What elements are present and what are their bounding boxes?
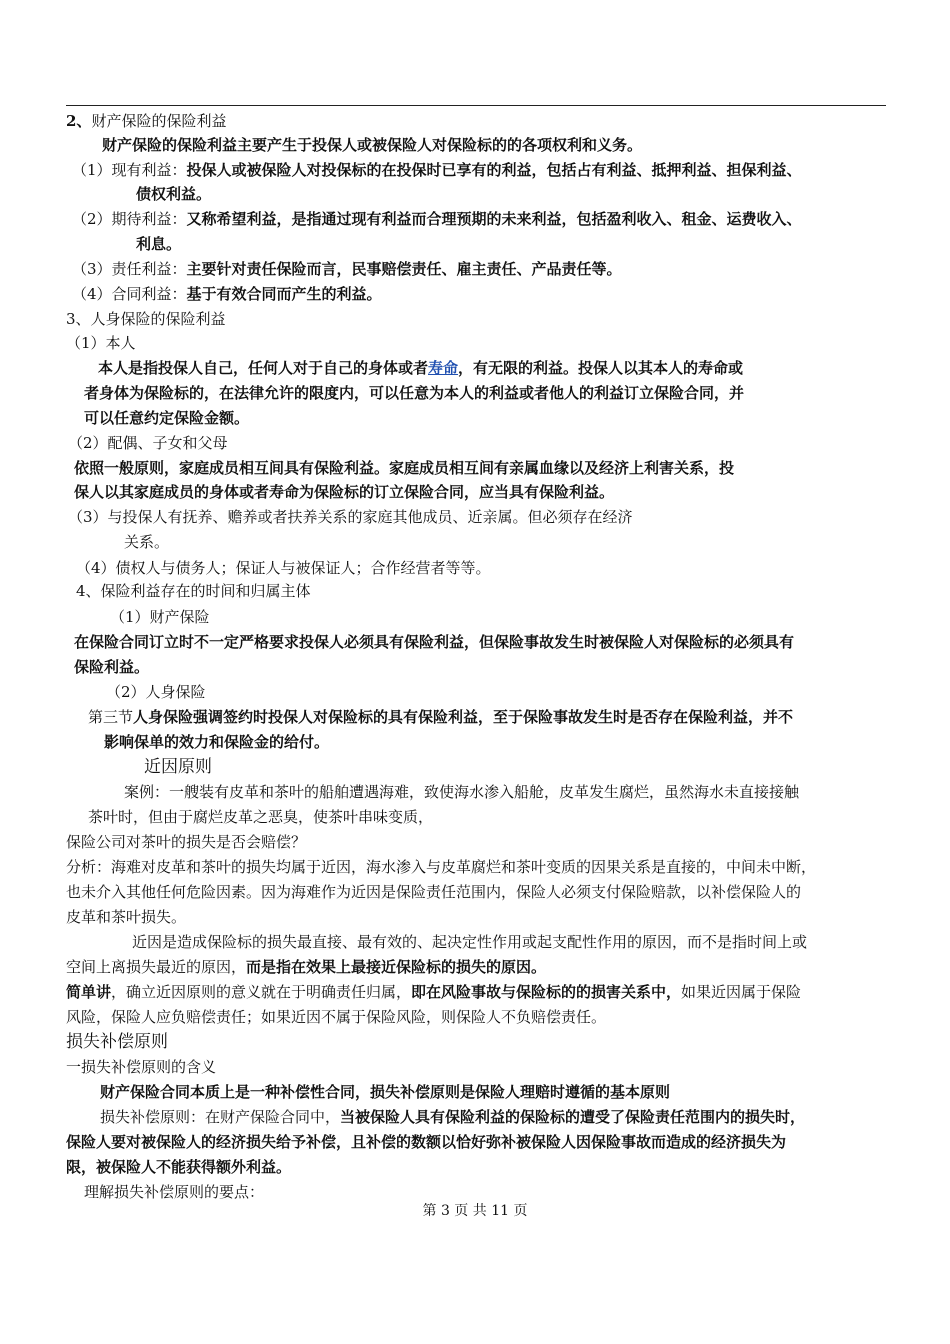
section3-heading: 3、人身保险的保险利益 <box>66 310 226 328</box>
section2-heading-text: 财产保险的保险利益 <box>91 112 227 130</box>
section4-p2-line2: 影响保单的效力和保险金的给付。 <box>104 733 330 751</box>
indemnity-p3: 理解损失补偿原则的要点： <box>84 1183 265 1201</box>
indemnity-p2-line2: 保险人要对被保险人的经济损失给予补偿，且补偿的数额以恰好弥补被保险人因保险事故而造成的经济损失为 <box>66 1133 787 1151</box>
section3-sub-1: （1）本人 <box>66 334 136 352</box>
section3-sub-2: （2）配偶、子女和父母 <box>68 434 228 452</box>
summary-line2: 风险，保险人应负赔偿责任；如果近因不属于保险风险，则保险人不负赔偿责任。 <box>66 1008 607 1026</box>
analysis-line2: 也未介入其他任何危险因素。因为海难作为近因是保险责任范围内，保险人必须支付保险赔款，以补偿保险人的 <box>66 883 802 901</box>
section3-sub-3-cont: 关系。 <box>124 533 170 551</box>
text-run: 损失补偿原则：在财产保险合同中， <box>100 1108 341 1126</box>
item-text: 投保人或被保险人对投保标的在投保时已享有的利益，包括占有利益、抵押利益、担保利益、 <box>186 161 802 179</box>
definition-line1: 近因是造成保险标的损失最直接、最有效的、起决定性作用或起支配性作用的原因，而不是指时间上或 <box>132 933 808 951</box>
section2-intro: 财产保险的保险利益主要产生于投保人或被保险人对保险标的的各项权利和义务。 <box>102 136 643 154</box>
section2-item-2 <box>72 208 802 230</box>
text-run: 而是指在效果上最接近保险标的损失的原因。 <box>246 958 547 976</box>
shouming-link[interactable]: 寿命 <box>428 359 459 377</box>
proximate-title: 近因原则 <box>144 757 212 777</box>
text-run: 空间上离损失最近的原因， <box>66 958 247 976</box>
indemnity-p1: 财产保险合同本质上是一种补偿性合同，损失补偿原则是保险人理赔时遵循的基本原则 <box>100 1083 671 1101</box>
section4-heading: 4、保险利益存在的时间和归属主体 <box>76 582 311 600</box>
text-run: 当被保险人具有保险利益的保险标的遭受了保险责任范围内的损失时， <box>340 1108 806 1126</box>
item-text: 基于有效合同而产生的利益。 <box>186 285 382 303</box>
text-run: 如果近因属于保险 <box>681 983 802 1001</box>
indemnity-title: 损失补偿原则 <box>66 1032 168 1052</box>
section3-p1-line2: 者身体为保险标的，在法律允许的限度内，可以任意为本人的利益或者他人的利益订立保险合同，并 <box>84 384 745 402</box>
section2-item-4 <box>72 283 382 305</box>
item-text: 主要针对责任保险而言，民事赔偿责任、雇主责任、产品责任等。 <box>186 260 622 278</box>
text-run: 人身保险强调签约时投保人对保险标的具有保险利益，至于保险事故发生时是否存在保险利益，并不 <box>133 708 794 726</box>
section2-item-1-cont: 债权利益。 <box>136 185 212 203</box>
section3-p2-line1: 依照一般原则，家庭成员相互间具有保险利益。家庭成员相互间有亲属血缘以及经济上利害关系，投 <box>74 459 735 477</box>
section4-sub-1: （1）财产保险 <box>110 608 210 626</box>
section4-p1-line1: 在保险合同订立时不一定严格要求投保人必须具有保险利益，但保险事故发生时被保险人对保险标的必须具有 <box>74 633 795 651</box>
analysis-line1: 分析：海难对皮革和茶叶的损失均属于近因，海水渗入与皮革腐烂和茶叶变质的因果关系是直接的，中间未中断， <box>66 858 817 876</box>
case-line1: 案例：一艘装有皮革和茶叶的船舶遭遇海难，致使海水渗入船舱，皮革发生腐烂，虽然海水未直接接触 <box>124 783 800 801</box>
text-run: 即在风险事故与保险标的的损害关系中， <box>411 983 682 1001</box>
indemnity-p2-line3: 限，被保险人不能获得额外利益。 <box>66 1158 292 1176</box>
item-label: （1）现有利益： <box>72 161 187 179</box>
section2-item-3 <box>72 258 622 280</box>
indemnity-p2-line1 <box>100 1106 805 1128</box>
section2-item-2-cont: 利息。 <box>136 235 182 253</box>
section4-p1-line2: 保险利益。 <box>74 658 150 676</box>
item-text: 又称希望利益，是指通过现有利益而合理预期的未来利益，包括盈利收入、租金、运费收入、 <box>186 210 802 228</box>
section2-item-1 <box>72 159 802 181</box>
header-rule <box>66 105 886 106</box>
section2-heading-num: 2、 <box>66 112 92 130</box>
page-number: 第 3 页 共 11 页 <box>422 1203 528 1219</box>
section3-p1-line3: 可以任意约定保险金额。 <box>84 409 250 427</box>
item-label: （3）责任利益： <box>72 260 187 278</box>
definition-line2 <box>66 956 546 978</box>
text-run: ，有无限的利益。投保人以其本人的寿命或 <box>458 359 744 377</box>
text-run: 本人是指投保人自己，任何人对于自己的身体或者 <box>98 359 429 377</box>
analysis-line3: 皮革和茶叶损失。 <box>66 908 187 926</box>
text-run: ，确立近因原则的意义就在于明确责任归属， <box>111 983 412 1001</box>
item-label: （4）合同利益： <box>72 285 187 303</box>
section2-heading <box>66 110 226 132</box>
section4-sub-2: （2）人身保险 <box>106 683 206 701</box>
section4-p2-line1 <box>88 706 793 728</box>
case-line2: 茶叶时，但由于腐烂皮革之恶臭，使茶叶串味变质， <box>88 808 434 826</box>
section3-p2-line2: 保人以其家庭成员的身体或者寿命为保险标的订立保险合同，应当具有保险利益。 <box>74 483 615 501</box>
text-run: 简单讲 <box>66 983 112 1001</box>
summary-line1 <box>66 981 801 1003</box>
section3-p1-line1 <box>98 357 743 379</box>
case-question: 保险公司对茶叶的损失是否会赔偿？ <box>66 833 307 851</box>
item-label: （2）期待利益： <box>72 210 187 228</box>
section3-sub-3: （3）与投保人有抚养、赡养或者扶养关系的家庭其他成员、近亲属。但必须存在经济 <box>68 508 633 526</box>
indemnity-sub: 一损失补偿原则的含义 <box>66 1058 217 1076</box>
section3-sub-4: （4）债权人与债务人；保证人与被保证人；合作经营者等等。 <box>76 559 491 577</box>
section-prefix: 第三节 <box>88 708 134 726</box>
